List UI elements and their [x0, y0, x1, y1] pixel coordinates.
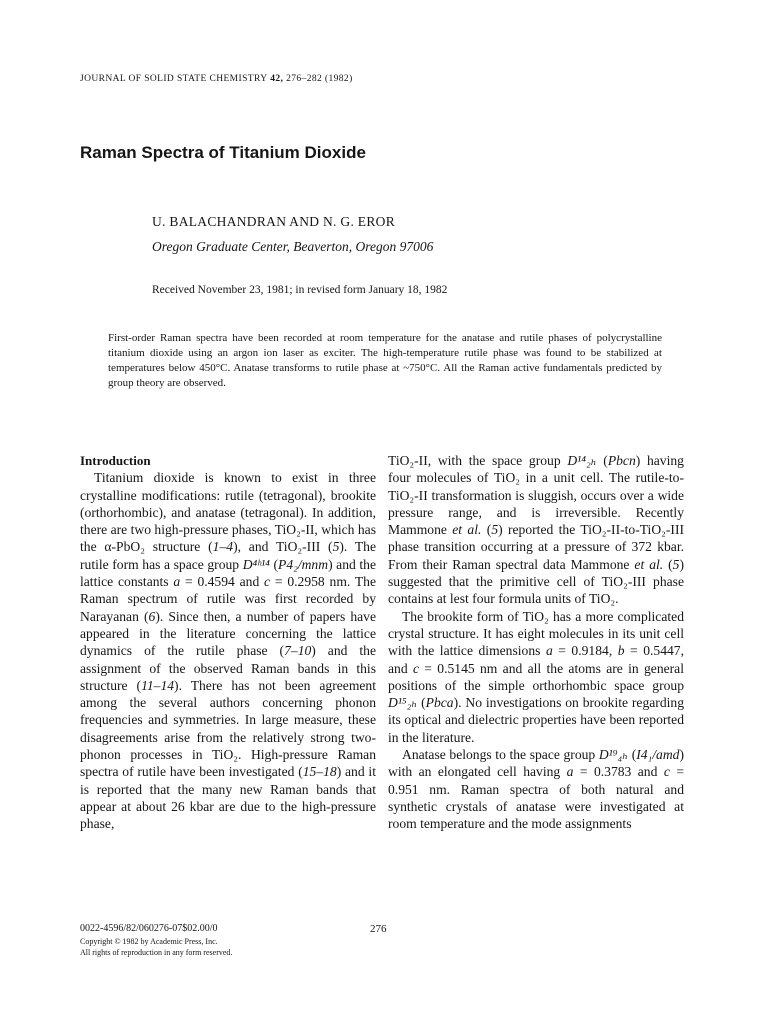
paragraph-intro-1-cont: TiO₂-II, with the space group D¹⁴₂ₕ (Pbcn) having four molecules of TiO₂ in a unit cell. The rutile-to-TiO₂-II transformation is sluggish, occurs over a wide pressure range, and is irreversible. Recently Mammone et al. (5) reported the TiO₂-II-to-TiO₂-III phase transition occurring at a pressure of 372 kbar. From their Raman spectral data Mammone et al. (5) suggested that the primitive cell of TiO₂-III phase contains at lest four formula units of TiO₂. — [388, 453, 684, 607]
paragraph-anatase: Anatase belongs to the space group D¹⁹₄ₕ (I4₁/amd) with an elongated cell having a = 0.3783 and c = 0.951 nm. Raman spectra of both natural and synthetic crystals of anatase were investigated at room temperature and the mode assignments — [388, 747, 684, 832]
article-code: 0022-4596/82/060276-07$02.00/0 — [80, 923, 218, 934]
article-title: Raman Spectra of Titanium Dioxide — [80, 143, 366, 162]
paragraph-brookite: The brookite form of TiO₂ has a more complicated crystal structure. It has eight molecules in its unit cell with the lattice dimensions a = 0.9184, b = 0.5447, and c = 0.5145 nm and all the atoms are in general positions of the simple orthorhombic space group D¹⁵₂ₕ (Pbca). No investigations on brookite regarding its optical and dielectric properties have been reported in the literature. — [388, 608, 684, 745]
right-column — [388, 452, 684, 833]
page-number: 276 — [370, 923, 387, 935]
article-authors: U. BALACHANDRAN AND N. G. EROR — [152, 214, 396, 229]
section-heading-introduction: Introduction — [80, 453, 151, 468]
copyright-line: Copyright © 1982 by Academic Press, Inc. — [80, 937, 218, 946]
journal-pages-year: 276–282 (1982) — [286, 74, 353, 84]
abstract: First-order Raman spectra have been recorded at room temperature for the anatase and rutile phases of polycrystalline titanium dioxide using an argon ion laser as exciter. The high-temperature rutile phase was found to be stabilized at temperatures below 450°C. Anatase transforms to rutile phase at ~750°C. All the Raman active fundamentals predicted by group theory are observed. — [108, 332, 662, 389]
received-dates: Received November 23, 1981; in revised form January 18, 1982 — [152, 284, 448, 296]
article-affiliation: Oregon Graduate Center, Beaverton, Oregon 97006 — [152, 239, 434, 254]
left-column — [80, 452, 376, 833]
rights-line: All rights of reproduction in any form reserved. — [80, 948, 233, 957]
journal-header — [80, 74, 353, 84]
journal-volume: 42, — [270, 74, 284, 84]
journal-name: JOURNAL OF SOLID STATE CHEMISTRY — [80, 74, 268, 84]
paragraph-intro-1: Titanium dioxide is known to exist in three crystalline modifications: rutile (tetragonal), brookite (orthorhombic), and anatase (tetragonal). In addition, there are two high-pressure phases, TiO₂-II, which has the α-PbO₂ structure (1–4), and TiO₂-III (5). The rutile form has a space group D⁴ʰ¹⁴ (P4₂/mnm) and the lattice constants a = 0.4594 and c = 0.2958 nm. The Raman spectrum of rutile was first recorded by Narayanan (6). Since then, a number of papers have appeared in the literature concerning the lattice dynamics of the rutile phase (7–10) and the assignment of the observed Raman bands in this structure (11–14). There has not been agreement among the several authors concerning phonon frequencies and symmetries. In large measure, these disagreements arise from the relatively strong two-phonon processes in TiO₂. High-pressure Raman spectra of rutile have been investigated (15–18) and it is reported that the many new Raman bands that appear at about 26 kbar are due to the high-pressure phase, — [80, 470, 377, 832]
